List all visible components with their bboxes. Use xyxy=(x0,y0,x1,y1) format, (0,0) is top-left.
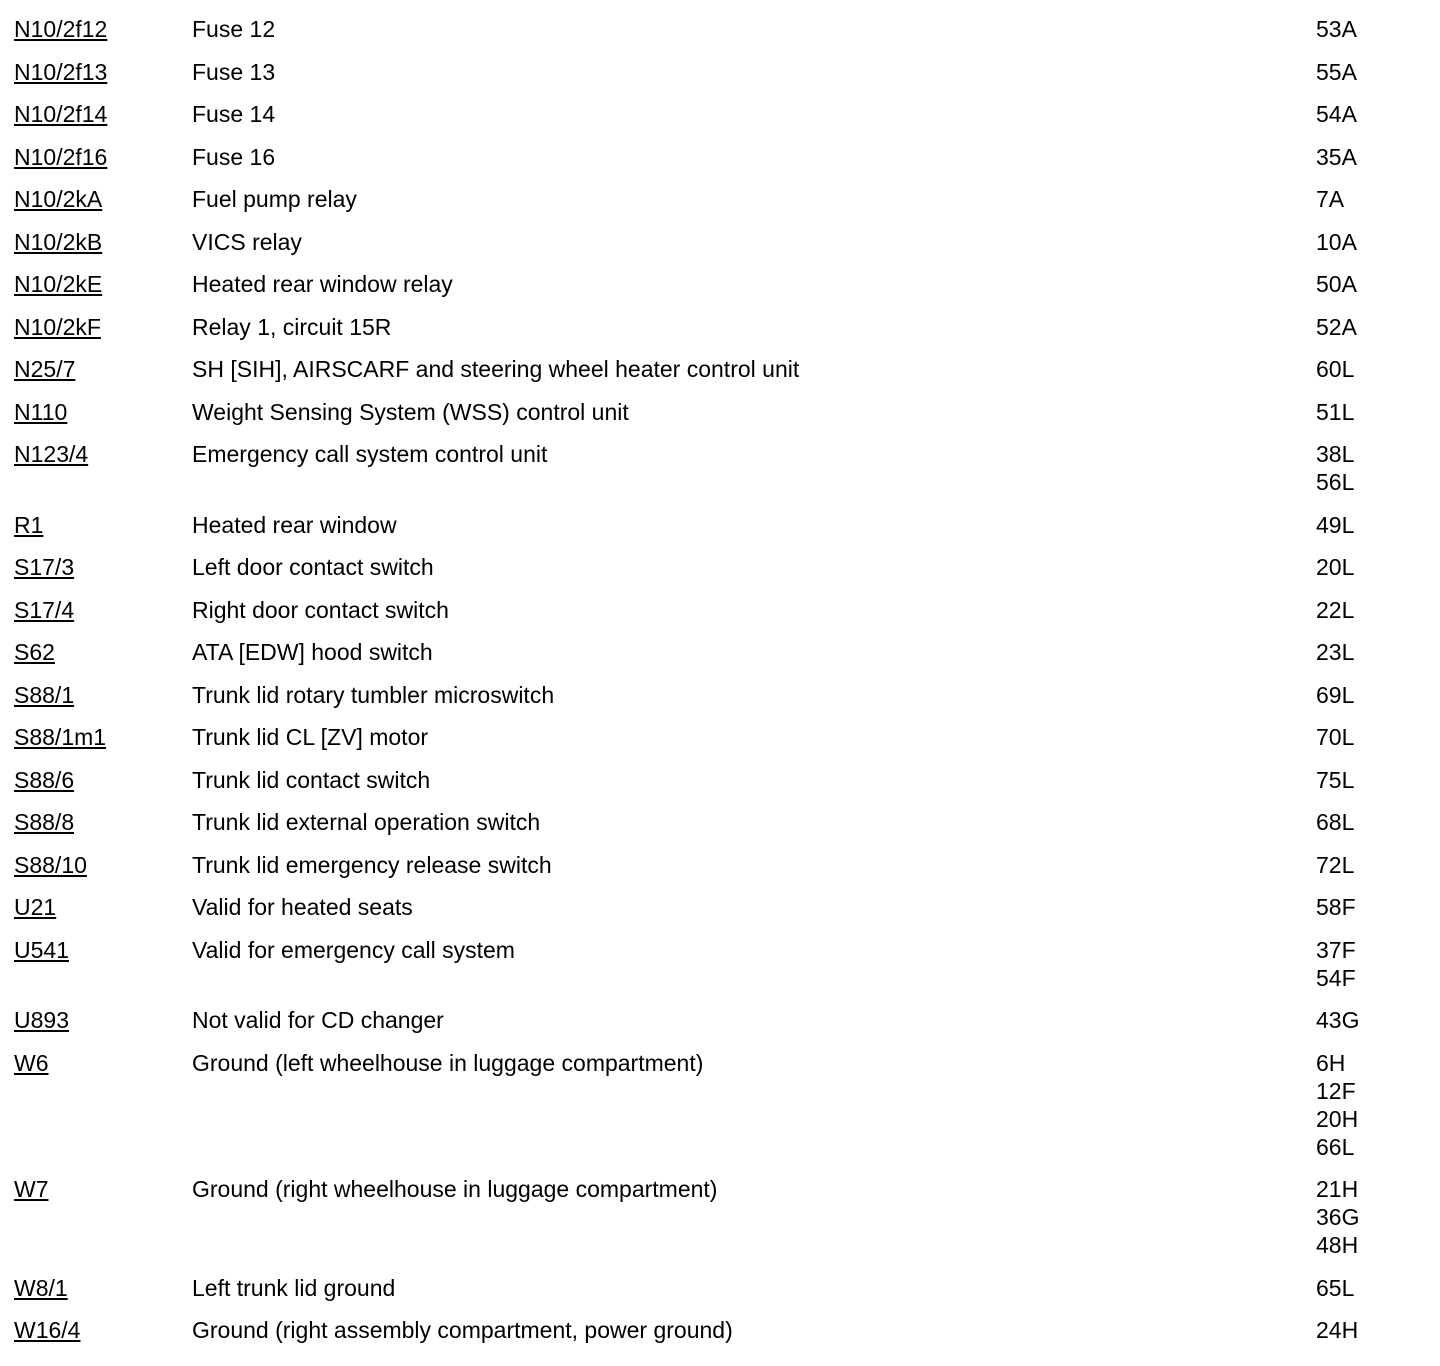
component-description: Trunk lid CL [ZV] motor xyxy=(192,724,429,750)
component-description: ATA [EDW] hood switch xyxy=(192,639,433,665)
legend-row xyxy=(0,1316,1440,1344)
component-description: Heated rear window xyxy=(192,511,397,538)
grid-locations xyxy=(1316,398,1426,426)
grid-location: 22L xyxy=(1316,596,1355,623)
grid-location: 50A xyxy=(1316,271,1357,297)
grid-location: 23L xyxy=(1316,639,1355,665)
component-code-link[interactable]: W7 xyxy=(14,1176,49,1202)
grid-location: 38L xyxy=(1316,441,1355,467)
component-code-cell xyxy=(0,1274,192,1302)
component-code-cell xyxy=(0,440,192,468)
component-description: Not valid for CD changer xyxy=(192,1007,444,1033)
component-code-cell xyxy=(0,228,192,256)
component-description: Trunk lid rotary tumbler microswitch xyxy=(192,681,555,708)
component-description: Fuse 13 xyxy=(192,58,276,85)
component-code-cell xyxy=(0,143,192,171)
component-code-link[interactable]: U21 xyxy=(14,894,57,920)
component-code-cell xyxy=(0,936,192,964)
grid-locations xyxy=(1316,15,1426,43)
component-description: Trunk lid contact switch xyxy=(192,766,431,793)
component-description: Left door contact switch xyxy=(192,554,434,580)
component-code-link[interactable]: S88/8 xyxy=(14,809,75,835)
grid-location: 53A xyxy=(1316,16,1357,42)
component-code-link[interactable]: N10/2kB xyxy=(14,228,103,255)
grid-location: 69L xyxy=(1316,681,1355,708)
component-code-cell xyxy=(0,893,192,921)
component-code-link[interactable]: N10/2f16 xyxy=(14,143,108,170)
grid-locations xyxy=(1316,58,1426,86)
grid-location: 6H xyxy=(1316,1049,1346,1076)
grid-locations xyxy=(1316,766,1426,794)
component-code-link[interactable]: N10/2kE xyxy=(14,271,103,297)
grid-locations xyxy=(1316,893,1426,921)
grid-locations xyxy=(1316,100,1426,128)
grid-location: 52A xyxy=(1316,313,1357,340)
component-code-cell xyxy=(0,58,192,86)
grid-locations xyxy=(1316,681,1426,709)
legend-row xyxy=(0,143,1440,171)
component-code-link[interactable]: N10/2f13 xyxy=(14,58,108,85)
grid-location: 54A xyxy=(1316,101,1357,127)
grid-location: 75L xyxy=(1316,766,1355,793)
legend-row xyxy=(0,851,1440,879)
grid-locations xyxy=(1316,1175,1426,1259)
legend-row xyxy=(0,681,1440,709)
grid-location: 66L xyxy=(1316,1133,1355,1160)
grid-locations xyxy=(1316,1006,1426,1034)
component-code-cell xyxy=(0,1049,192,1077)
component-description: Relay 1, circuit 15R xyxy=(192,313,392,340)
grid-location: 68L xyxy=(1316,809,1355,835)
component-code-link[interactable]: S17/4 xyxy=(14,596,75,623)
grid-locations xyxy=(1316,1049,1426,1161)
grid-locations xyxy=(1316,270,1426,298)
component-code-link[interactable]: N10/2kA xyxy=(14,186,103,212)
legend-row xyxy=(0,313,1440,341)
component-code-link[interactable]: N25/7 xyxy=(14,356,76,382)
component-code-cell xyxy=(0,355,192,383)
legend-row xyxy=(0,355,1440,383)
grid-location: 65L xyxy=(1316,1274,1355,1301)
component-code-cell xyxy=(0,766,192,794)
legend-row xyxy=(0,1274,1440,1302)
legend-row xyxy=(0,15,1440,43)
component-description: Valid for emergency call system xyxy=(192,936,515,963)
legend-row xyxy=(0,100,1440,128)
component-description: Fuel pump relay xyxy=(192,186,357,212)
component-code-cell xyxy=(0,681,192,709)
component-code-cell xyxy=(0,511,192,539)
component-description: Emergency call system control unit xyxy=(192,441,548,467)
component-code-link[interactable]: S88/1m1 xyxy=(14,724,107,750)
component-code-link[interactable]: S62 xyxy=(14,639,55,665)
grid-location: 56L xyxy=(1316,469,1355,495)
grid-locations xyxy=(1316,808,1426,836)
component-code-link[interactable]: U893 xyxy=(14,1007,69,1033)
component-code-link[interactable]: S88/10 xyxy=(14,851,87,878)
grid-location: 7A xyxy=(1316,186,1345,212)
grid-location: 43G xyxy=(1316,1007,1360,1033)
component-code-cell xyxy=(0,723,192,751)
component-description: Heated rear window relay xyxy=(192,271,453,297)
component-code-cell xyxy=(0,270,192,298)
component-code-cell xyxy=(0,185,192,213)
component-code-cell xyxy=(0,596,192,624)
grid-locations xyxy=(1316,596,1426,624)
component-code-cell xyxy=(0,1175,192,1203)
grid-locations xyxy=(1316,553,1426,581)
grid-locations xyxy=(1316,440,1426,496)
grid-locations xyxy=(1316,723,1426,751)
grid-locations xyxy=(1316,228,1426,256)
grid-location: 20L xyxy=(1316,554,1355,580)
component-code-cell xyxy=(0,851,192,879)
grid-location: 24H xyxy=(1316,1317,1359,1343)
grid-locations xyxy=(1316,143,1426,171)
grid-location: 37F xyxy=(1316,936,1356,963)
grid-location: 55A xyxy=(1316,58,1357,85)
component-code-cell xyxy=(0,398,192,426)
legend-row xyxy=(0,1006,1440,1034)
component-description: Trunk lid emergency release switch xyxy=(192,851,552,878)
legend-row xyxy=(0,1175,1440,1259)
legend-row xyxy=(0,596,1440,624)
grid-location: 70L xyxy=(1316,724,1355,750)
component-description: Ground (right assembly compartment, power ground) xyxy=(192,1317,733,1343)
component-code-link[interactable]: N10/2f14 xyxy=(14,101,108,127)
component-description: VICS relay xyxy=(192,228,302,255)
legend-row xyxy=(0,893,1440,921)
grid-locations xyxy=(1316,851,1426,879)
legend-row xyxy=(0,808,1440,836)
component-code-cell xyxy=(0,313,192,341)
grid-location: 21H xyxy=(1316,1176,1359,1202)
grid-location: 72L xyxy=(1316,851,1355,878)
grid-locations xyxy=(1316,1274,1426,1302)
legend-row xyxy=(0,766,1440,794)
component-code-link[interactable]: N110 xyxy=(14,398,68,425)
component-description: SH [SIH], AIRSCARF and steering wheel heater control unit xyxy=(192,356,800,382)
grid-location: 51L xyxy=(1316,398,1355,425)
grid-locations xyxy=(1316,638,1426,666)
component-code-cell xyxy=(0,553,192,581)
legend-row xyxy=(0,936,1440,992)
legend-row xyxy=(0,553,1440,581)
component-description: Valid for heated seats xyxy=(192,894,413,920)
component-description: Ground (right wheelhouse in luggage compartment) xyxy=(192,1176,718,1202)
grid-location: 54F xyxy=(1316,964,1356,991)
legend-row xyxy=(0,1049,1440,1161)
legend-row xyxy=(0,511,1440,539)
component-code-cell xyxy=(0,100,192,128)
component-code-link[interactable]: U541 xyxy=(14,936,69,963)
grid-location: 10A xyxy=(1316,228,1357,255)
component-code-cell xyxy=(0,808,192,836)
component-description: Weight Sensing System (WSS) control unit xyxy=(192,398,629,425)
grid-locations xyxy=(1316,185,1426,213)
component-code-cell xyxy=(0,1006,192,1034)
grid-locations xyxy=(1316,1316,1426,1344)
component-code-cell xyxy=(0,15,192,43)
component-code-link[interactable]: S17/3 xyxy=(14,554,75,580)
grid-locations xyxy=(1316,355,1426,383)
component-code-link[interactable]: W8/1 xyxy=(14,1274,68,1301)
component-description: Right door contact switch xyxy=(192,596,449,623)
component-description: Fuse 16 xyxy=(192,143,276,170)
component-code-link[interactable]: S88/6 xyxy=(14,766,75,793)
component-code-link[interactable]: N123/4 xyxy=(14,441,89,467)
grid-location: 58F xyxy=(1316,894,1356,920)
component-description: Left trunk lid ground xyxy=(192,1274,396,1301)
grid-location: 60L xyxy=(1316,356,1355,382)
legend-row xyxy=(0,228,1440,256)
grid-location: 12F xyxy=(1316,1077,1356,1104)
legend-row xyxy=(0,58,1440,86)
grid-location: 49L xyxy=(1316,511,1355,538)
grid-locations xyxy=(1316,936,1426,992)
component-code-link[interactable]: N10/2f12 xyxy=(14,16,108,42)
component-code-link[interactable]: W16/4 xyxy=(14,1317,81,1343)
legend-row xyxy=(0,440,1440,496)
grid-location: 20H xyxy=(1316,1105,1359,1132)
legend-row xyxy=(0,185,1440,213)
legend-row xyxy=(0,398,1440,426)
component-description: Trunk lid external operation switch xyxy=(192,809,541,835)
component-code-link[interactable]: W6 xyxy=(14,1049,49,1076)
grid-locations xyxy=(1316,511,1426,539)
component-code-cell xyxy=(0,638,192,666)
component-code-link[interactable]: S88/1 xyxy=(14,681,75,708)
grid-location: 35A xyxy=(1316,143,1357,170)
legend-row xyxy=(0,638,1440,666)
grid-location: 48H xyxy=(1316,1232,1359,1258)
legend-row xyxy=(0,270,1440,298)
component-description: Fuse 12 xyxy=(192,16,276,42)
component-code-link[interactable]: R1 xyxy=(14,511,44,538)
component-description: Ground (left wheelhouse in luggage compartment) xyxy=(192,1049,704,1076)
component-code-link[interactable]: N10/2kF xyxy=(14,313,101,340)
grid-locations xyxy=(1316,313,1426,341)
grid-location: 36G xyxy=(1316,1204,1360,1230)
component-description: Fuse 14 xyxy=(192,101,276,127)
component-code-cell xyxy=(0,1316,192,1344)
legend-row xyxy=(0,723,1440,751)
